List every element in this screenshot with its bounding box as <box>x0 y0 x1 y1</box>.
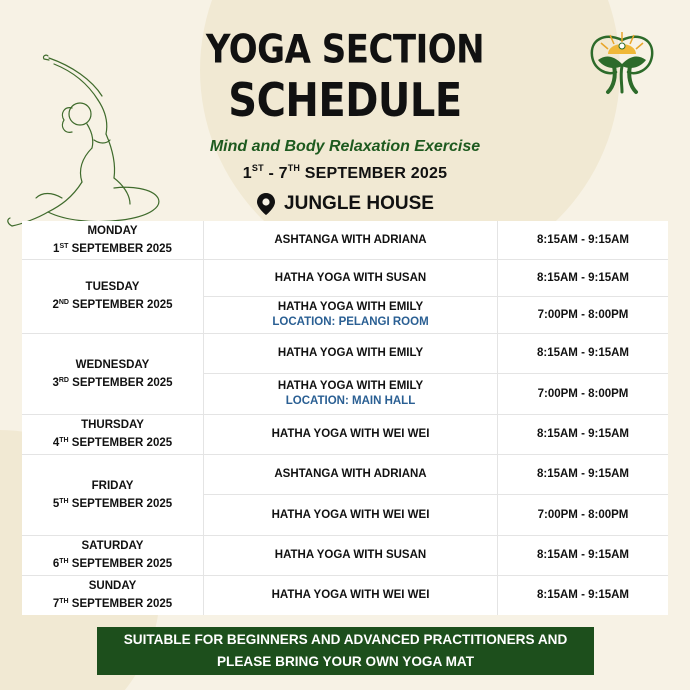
class-name: HATHA YOGA WITH WEI WEI <box>271 589 430 601</box>
day-date: 2ND SEPTEMBER 2025 <box>52 299 173 311</box>
class-cell <box>204 221 498 259</box>
day-name: WEDNESDAY <box>75 358 150 371</box>
time-cell <box>498 494 668 535</box>
table-row <box>22 494 668 535</box>
title-line-1: YOGA SECTION <box>205 27 485 73</box>
footer-banner <box>97 627 594 675</box>
table-row <box>22 333 668 373</box>
date-month: SEPTEMBER 2025 <box>300 165 448 182</box>
title-line-2: SCHEDULE <box>228 74 462 128</box>
day-name: TUESDAY <box>85 281 140 293</box>
venue-name: JUNGLE HOUSE <box>284 193 434 214</box>
venue <box>0 192 690 216</box>
day-cell <box>22 221 204 259</box>
time-cell <box>498 576 668 615</box>
day-date: 6TH SEPTEMBER 2025 <box>52 558 173 570</box>
day-date: 1ST SEPTEMBER 2025 <box>53 242 172 255</box>
class-cell <box>204 373 498 414</box>
class-location: LOCATION: MAIN HALL <box>285 395 416 407</box>
day-cell <box>22 536 204 575</box>
table-row <box>22 454 668 494</box>
class-name: HATHA YOGA WITH EMILY <box>277 380 424 392</box>
time-cell <box>498 455 668 494</box>
table-row <box>22 535 668 575</box>
date-start-suffix: ST <box>251 163 264 173</box>
time-cell <box>498 536 668 575</box>
class-time: 8:15AM - 9:15AM <box>536 428 630 440</box>
time-cell <box>498 415 668 454</box>
class-cell <box>204 415 498 454</box>
schedule-table <box>22 221 668 615</box>
class-name: HATHA YOGA WITH EMILY <box>277 347 424 359</box>
date-end: - 7 <box>263 165 288 182</box>
class-time: 7:00PM - 8:00PM <box>537 508 629 521</box>
table-row <box>22 259 668 296</box>
day-name: SATURDAY <box>81 540 144 552</box>
footer-line-2: PLEASE BRING YOUR OWN YOGA MAT <box>216 654 475 669</box>
day-name: MONDAY <box>87 224 138 237</box>
day-name: THURSDAY <box>81 419 144 431</box>
day-cell <box>22 415 204 454</box>
day-date: 5TH SEPTEMBER 2025 <box>52 497 173 510</box>
class-cell <box>204 494 498 535</box>
class-cell <box>204 260 498 296</box>
subtitle: Mind and Body Relaxation Exercise <box>209 138 481 155</box>
time-cell <box>498 260 668 296</box>
table-row <box>22 414 668 454</box>
time-cell <box>498 296 668 333</box>
table-row <box>22 373 668 414</box>
location-pin-icon <box>256 192 276 216</box>
day-date: 7TH SEPTEMBER 2025 <box>52 598 173 610</box>
class-time: 8:15AM - 9:15AM <box>536 347 630 359</box>
table-row <box>22 296 668 333</box>
time-cell <box>498 373 668 414</box>
table-row <box>22 221 668 259</box>
day-cell <box>22 576 204 615</box>
class-name: ASHTANGA WITH ADRIANA <box>274 233 427 246</box>
class-time: 8:15AM - 9:15AM <box>536 468 630 480</box>
class-time: 8:15AM - 9:15AM <box>536 271 630 284</box>
day-name: FRIDAY <box>91 479 134 492</box>
class-time: 8:15AM - 9:15AM <box>536 589 630 601</box>
class-name: ASHTANGA WITH ADRIANA <box>274 468 427 480</box>
time-cell <box>498 334 668 373</box>
day-date: 4TH SEPTEMBER 2025 <box>52 437 173 449</box>
class-time: 7:00PM - 8:00PM <box>537 387 629 400</box>
class-cell <box>204 576 498 615</box>
class-cell <box>204 536 498 575</box>
class-name: HATHA YOGA WITH SUSAN <box>274 549 427 561</box>
date-range <box>0 163 690 183</box>
class-location: LOCATION: PELANGI ROOM <box>272 316 429 328</box>
class-name: HATHA YOGA WITH SUSAN <box>274 271 427 284</box>
table-row <box>22 575 668 615</box>
class-name: HATHA YOGA WITH EMILY <box>277 301 424 313</box>
footer-line-1: SUITABLE FOR BEGINNERS AND ADVANCED PRACTITIONERS AND <box>123 632 568 647</box>
class-time: 8:15AM - 9:15AM <box>536 233 630 246</box>
date-end-suffix: TH <box>287 163 301 173</box>
date-start: 1 <box>242 165 252 182</box>
class-cell <box>204 296 498 333</box>
time-cell <box>498 221 668 259</box>
class-name: HATHA YOGA WITH WEI WEI <box>271 428 430 440</box>
class-time: 8:15AM - 9:15AM <box>536 549 630 561</box>
day-name: SUNDAY <box>88 580 137 592</box>
class-name: HATHA YOGA WITH WEI WEI <box>271 508 430 521</box>
class-cell <box>204 455 498 494</box>
class-cell <box>204 334 498 373</box>
class-time: 7:00PM - 8:00PM <box>537 308 629 321</box>
day-date: 3RD SEPTEMBER 2025 <box>52 376 173 389</box>
